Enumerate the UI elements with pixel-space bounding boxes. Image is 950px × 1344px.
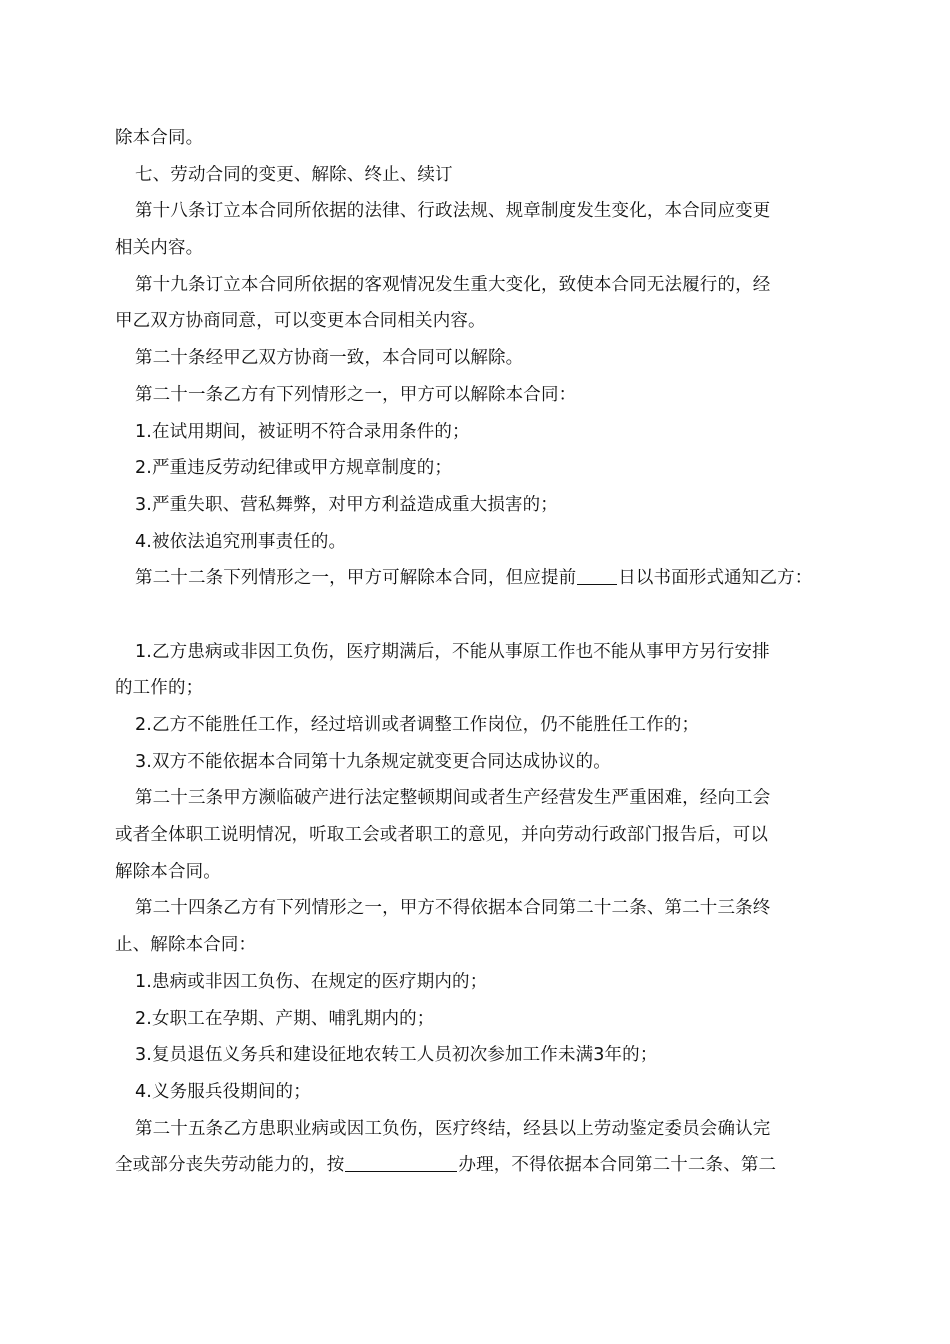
fill-in-blank-days[interactable] [577,566,617,585]
text-segment: 第二十二条下列情形之一，甲方可解除本合同，但应提前 [135,568,577,589]
article-23: 第二十三条甲方濒临破产进行法定整顿期间或者生产经营发生严重困难，经向工会 [135,788,771,809]
list-item: 3.复员退伍义务兵和建设征地农转工人员初次参加工作未满3年的； [135,1045,658,1066]
article-18: 第十八条订立本合同所依据的法律、行政法规、规章制度发生变化，本合同应变更 [135,201,771,222]
fill-in-blank-method[interactable] [345,1153,457,1172]
text-segment: 日以书面形式通知乙方： [618,568,813,589]
list-item: 3.严重失职、营私舞弊，对甲方利益造成重大损害的； [135,494,558,515]
text-segment: 全或部分丧失劳动能力的，按 [115,1155,345,1176]
text-line [115,1147,840,1184]
text-line: 甲乙双方协商同意，可以变更本合同相关内容。 [115,311,486,332]
list-item: 3.双方不能依据本合同第十九条规定就变更合同达成协议的。 [135,751,611,772]
article-19: 第十九条订立本合同所依据的客观情况发生重大变化，致使本合同无法履行的，经 [135,274,771,295]
list-item: 1.患病或非因工负伤、在规定的医疗期内的； [135,971,488,992]
list-item: 2.女职工在孕期、产期、哺乳期内的； [135,1008,435,1029]
section-heading: 七、劳动合同的变更、解除、终止、续订 [135,164,453,185]
article-21: 第二十一条乙方有下列情形之一，甲方可以解除本合同： [135,384,577,405]
blank-line [115,597,840,634]
list-item: 2.乙方不能胜任工作，经过培训或者调整工作岗位，仍不能胜任工作的； [135,715,700,735]
document-page [115,120,840,1184]
text-line: 的工作的； [115,678,204,699]
list-item: 4.被依法追究刑事责任的。 [135,531,347,552]
article-24: 第二十四条乙方有下列情形之一，甲方不得依据本合同第二十二条、第二十三条终 [135,898,771,919]
text-line: 止、解除本合同： [115,935,257,956]
list-item: 2.严重违反劳动纪律或甲方规章制度的； [135,458,453,479]
text-segment: 办理，不得依据本合同第二十二条、第二 [458,1155,777,1176]
text-line: 解除本合同。 [115,861,221,882]
text-line: 除本合同。 [115,128,204,148]
article-25: 第二十五条乙方患职业病或因工负伤，医疗终结，经县以上劳动鉴定委员会确认完 [135,1118,771,1139]
article-22 [115,560,840,597]
list-item: 1.乙方患病或非因工负伤，医疗期满后，不能从事原工作也不能从事甲方另行安排 [135,641,770,662]
article-20: 第二十条经甲乙双方协商一致，本合同可以解除。 [135,348,524,369]
text-line: 或者全体职工说明情况，听取工会或者职工的意见，并向劳动行政部门报告后，可以 [115,825,769,846]
text-line: 相关内容。 [115,238,204,259]
list-item: 1.在试用期间，被证明不符合录用条件的； [135,421,470,442]
list-item: 4.义务服兵役期间的； [135,1081,311,1102]
